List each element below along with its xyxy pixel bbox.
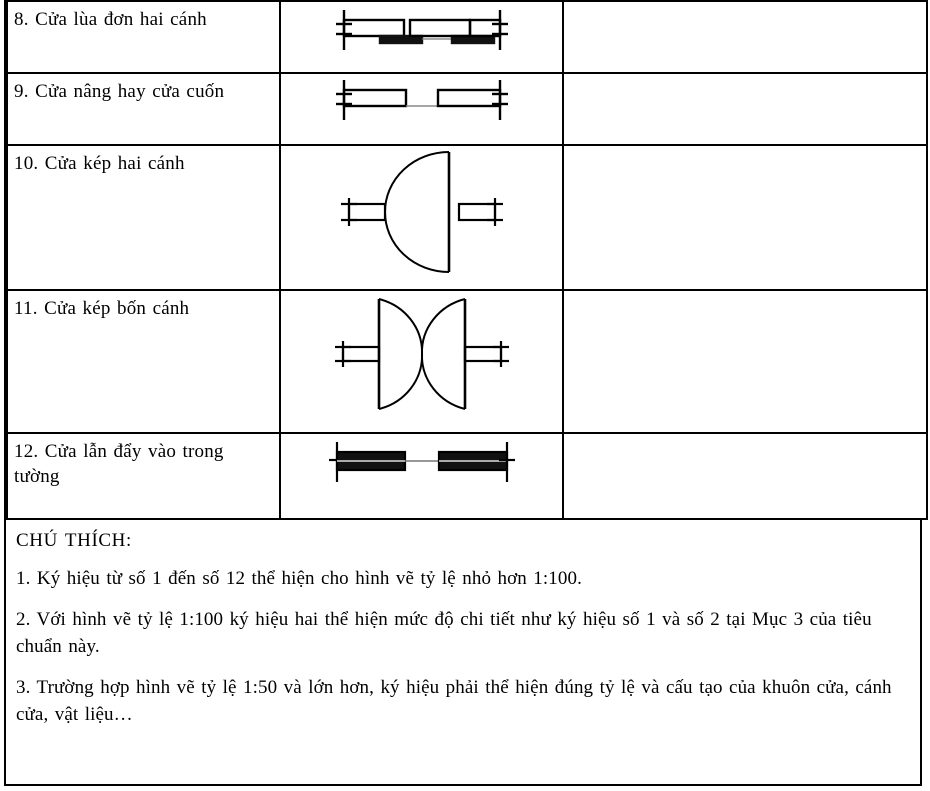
- symbol-note-cell: [563, 145, 927, 290]
- symbol-note-cell: [563, 73, 927, 145]
- note-item: 2. Với hình vẽ tỷ lệ 1:100 ký hiệu hai thể hiện mức độ chi tiết như ký hiệu số 1 và số 2 tại Mục 3 của tiêu chuẩn này.: [16, 608, 872, 657]
- symbol-table-body: [7, 1, 927, 519]
- symbol-name-label: 12. Cửa lẫn đẩy vào trong tường: [14, 441, 224, 487]
- symbol-note-cell: [563, 1, 927, 73]
- symbol-name-cell: [7, 145, 280, 290]
- symbol-drawing-cell: [280, 433, 563, 519]
- symbol-name-cell: [7, 1, 280, 73]
- symbol-drawing-cell: [280, 73, 563, 145]
- double-door-two-leaves-icon: [281, 146, 562, 278]
- symbol-name-label: 9. Cửa nâng hay cửa cuốn: [14, 81, 225, 102]
- pocket-sliding-door-icon: [281, 434, 562, 490]
- roller-shutter-door-icon: [281, 74, 562, 130]
- symbol-table: [6, 0, 928, 520]
- symbol-note-label: [564, 74, 926, 84]
- table-row: [7, 1, 927, 73]
- table-row: [7, 145, 927, 290]
- standard-sheet-frame: [4, 0, 922, 786]
- note-item: 1. Ký hiệu từ số 1 đến số 12 thể hiện cho hình vẽ tỷ lệ nhỏ hơn 1:100.: [16, 568, 582, 589]
- symbol-cell-inner: [281, 434, 562, 490]
- notes-title: CHÚ THÍCH:: [16, 530, 132, 551]
- double-door-four-leaves-icon: [281, 291, 562, 417]
- symbol-name-cell: [7, 73, 280, 145]
- symbol-note-label: [564, 434, 926, 444]
- symbol-note-label: [564, 2, 926, 12]
- symbol-name-label: 11. Cửa kép bốn cánh: [14, 298, 190, 319]
- symbol-name-cell: [7, 290, 280, 433]
- symbol-drawing-cell: [280, 1, 563, 73]
- notes-section: [6, 520, 920, 733]
- symbol-note-cell: [563, 433, 927, 519]
- symbol-note-cell: [563, 290, 927, 433]
- symbol-cell-inner: [281, 291, 562, 417]
- symbol-name-label: 10. Cửa kép hai cánh: [14, 153, 185, 174]
- symbol-drawing-cell: [280, 145, 563, 290]
- symbol-cell-inner: [281, 74, 562, 130]
- sliding-door-two-panels-icon: [281, 2, 562, 62]
- symbol-name-cell: [7, 433, 280, 519]
- table-row: [7, 73, 927, 145]
- symbol-cell-inner: [281, 2, 562, 62]
- symbol-drawing-cell: [280, 290, 563, 433]
- symbol-name-label: 8. Cửa lùa đơn hai cánh: [14, 9, 207, 30]
- note-item: 3. Trường hợp hình vẽ tỷ lệ 1:50 và lớn hơn, ký hiệu phải thể hiện đúng tỷ lệ và cấu tạo của khuôn cửa, cánh cửa, vật liệu…: [16, 676, 892, 725]
- table-row: [7, 290, 927, 433]
- symbol-note-label: [564, 291, 926, 301]
- symbol-note-label: [564, 146, 926, 156]
- symbol-cell-inner: [281, 146, 562, 278]
- table-row: [7, 433, 927, 519]
